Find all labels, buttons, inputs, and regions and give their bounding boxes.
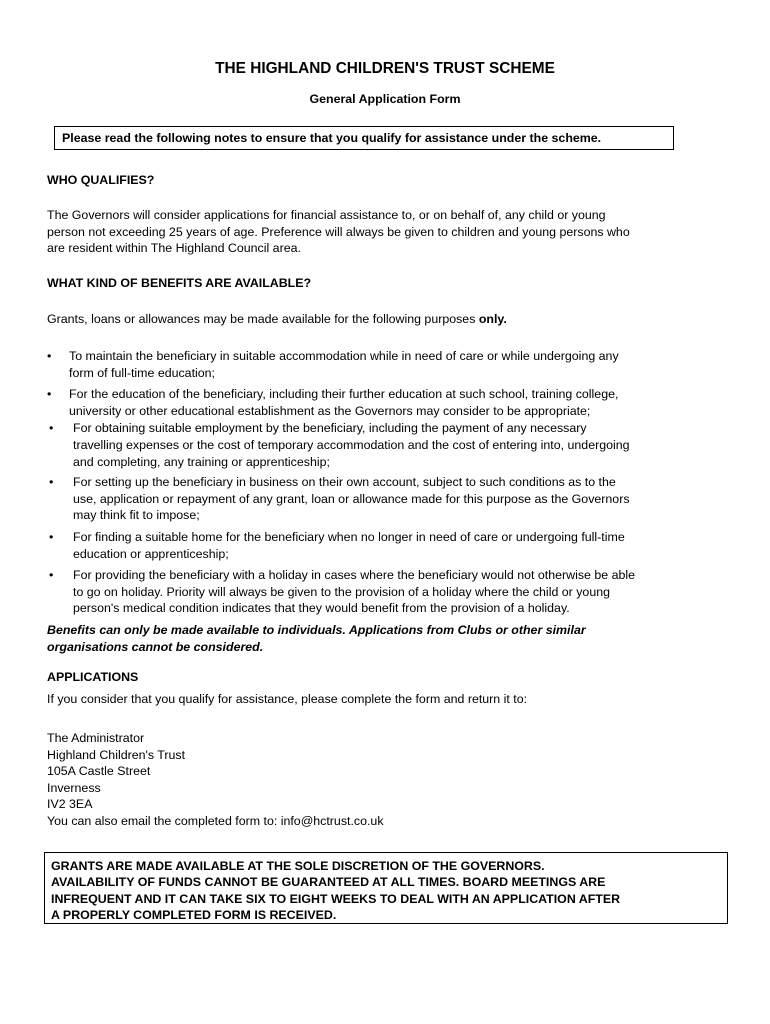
list-item-line: and completing, any training or apprenticeship;: [73, 454, 330, 469]
bullet-icon: •: [47, 349, 52, 363]
list-item: [47, 529, 727, 562]
list-item-line: For setting up the beneficiary in business on their own account, subject to such conditions as to the: [73, 475, 616, 490]
benefits-intro: [47, 311, 727, 328]
notice-box: [54, 126, 674, 150]
restriction-note: [47, 622, 727, 655]
paragraph-line: person not exceeding 25 years of age. Preference will always be given to children and young persons who: [47, 224, 630, 239]
email-line: You can also email the completed form to: info@hctrust.co.uk: [47, 813, 384, 828]
address-line: Highland Children's Trust: [47, 747, 186, 762]
benefits-heading: WHAT KIND OF BENEFITS ARE AVAILABLE?: [47, 276, 312, 290]
list-item-line: education or apprenticeship;: [73, 546, 229, 561]
list-item-line: For providing the beneficiary with a holiday in cases where the beneficiary would not otherwise be able: [73, 568, 636, 583]
benefits-intro-emphasis: only.: [478, 312, 507, 326]
bullet-icon: •: [49, 529, 54, 544]
address-line: The Administrator: [47, 731, 145, 745]
list-item-line: use, application or repayment of any grant, loan or allowance made for this purpose as the Governors: [73, 491, 630, 506]
list-item-line: travelling expenses or the cost of temporary accommodation and the cost of entering into, undergoing: [73, 437, 630, 452]
warning-line: AVAILABILITY OF FUNDS CANNOT BE GUARANTEED AT ALL TIMES. BOARD MEETINGS ARE: [51, 875, 606, 890]
bullet-icon: •: [49, 421, 54, 436]
address-line: Inverness: [47, 780, 101, 795]
list-item: [47, 348, 727, 381]
list-item-line: For finding a suitable home for the beneficiary when no longer in need of care or undergoing full-time: [73, 529, 625, 544]
restriction-line: organisations cannot be considered.: [47, 639, 264, 654]
list-item-line: person's medical condition indicates that they would benefit from the provision of a holiday.: [73, 601, 570, 616]
address-line: 105A Castle Street: [47, 764, 151, 779]
document-title: THE HIGHLAND CHILDREN'S TRUST SCHEME: [215, 60, 555, 77]
list-item-line: to go on holiday. Priority will always be given to the provision of a holiday where the child or young: [73, 584, 610, 599]
document-subtitle: General Application Form: [309, 92, 461, 106]
benefits-list: [47, 348, 727, 617]
bullet-icon: •: [47, 387, 52, 402]
list-item-line: For obtaining suitable employment by the beneficiary, including the payment of any necessary: [73, 421, 587, 436]
warning-line: GRANTS ARE MADE AVAILABLE AT THE SOLE DISCRETION OF THE GOVERNORS.: [51, 859, 545, 873]
warning-box: [44, 852, 728, 924]
paragraph-line: are resident within The Highland Council area.: [47, 241, 301, 256]
list-item: [47, 386, 727, 419]
list-item-line: may think fit to impose;: [73, 508, 200, 523]
list-item: [47, 474, 727, 524]
list-item-line: To maintain the beneficiary in suitable accommodation while in need of care or while undergoing any: [69, 349, 619, 363]
bullet-icon: •: [49, 475, 54, 490]
notice-text: Please read the following notes to ensure that you qualify for assistance under the scheme.: [62, 131, 602, 145]
benefits-intro-text: Grants, loans or allowances may be made available for the following purposes: [47, 312, 479, 326]
list-item-line: form of full-time education;: [69, 365, 215, 380]
list-item-line: For the education of the beneficiary, including their further education at such school, training college,: [69, 387, 619, 402]
who-qualifies-paragraph: [47, 207, 727, 257]
list-item: [47, 567, 727, 617]
applications-heading: APPLICATIONS: [47, 670, 139, 684]
address-line: IV2 3EA: [47, 797, 93, 812]
paragraph-line: The Governors will consider applications for financial assistance to, or on behalf of, any child or young: [47, 208, 606, 222]
who-qualifies-heading: WHO QUALIFIES?: [47, 173, 155, 187]
bullet-icon: •: [49, 568, 54, 583]
warning-line: INFREQUENT AND IT CAN TAKE SIX TO EIGHT WEEKS TO DEAL WITH AN APPLICATION AFTER: [51, 891, 621, 906]
postal-address: [47, 730, 727, 830]
list-item: [47, 420, 727, 470]
list-item-line: university or other educational establishment as the Governors may consider to be appropriate;: [69, 403, 591, 418]
applications-intro: If you consider that you qualify for assistance, please complete the form and return it to:: [47, 692, 528, 706]
warning-line: A PROPERLY COMPLETED FORM IS RECEIVED.: [51, 907, 337, 922]
restriction-line: Benefits can only be made available to individuals. Applications from Clubs or other similar: [47, 623, 586, 637]
